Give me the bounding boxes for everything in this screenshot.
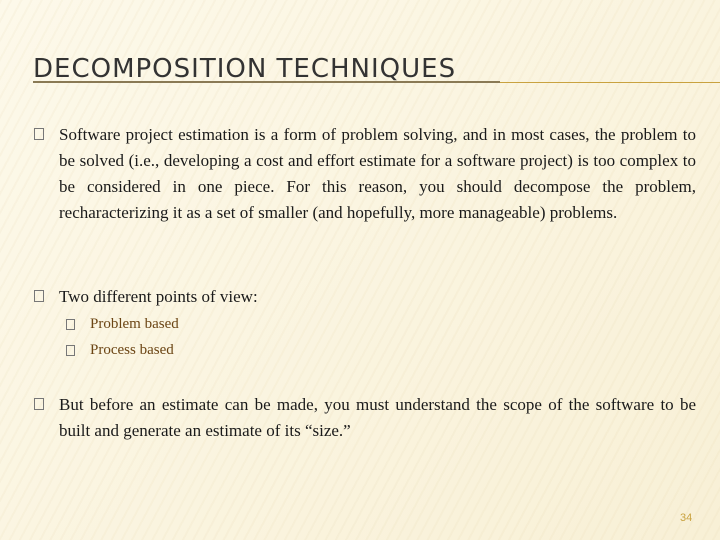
slide-title: DECOMPOSITION TECHNIQUES [33, 54, 457, 84]
bullet-item [34, 392, 696, 444]
sub-bullet-text: Problem based [90, 316, 179, 332]
sub-bullet-text: Process based [90, 342, 174, 358]
square-bullet-icon [66, 319, 75, 330]
bullet-item [34, 122, 696, 226]
sub-bullet-item [66, 340, 366, 360]
sub-bullet-item [66, 314, 366, 334]
square-bullet-icon [34, 290, 44, 302]
bullet-text: But before an estimate can be made, you must understand the scope of the software to be built and generate an estimate of its “size.” [59, 395, 696, 440]
square-bullet-icon [34, 128, 44, 140]
square-bullet-icon [66, 345, 75, 356]
title-underline-accent [33, 81, 500, 83]
square-bullet-icon [34, 398, 44, 410]
bullet-item [34, 284, 696, 310]
title-area [33, 52, 720, 86]
bullet-text: Software project estimation is a form of problem solving, and in most cases, the problem to be solved (i.e., developing a cost and effort estimate for a software project) is too complex to be considered in one piece. For this reason, you should decompose the problem, recharacterizing it as a set of smaller (and hopefully, more manageable) problems. [59, 125, 696, 222]
page-number: 34 [680, 512, 693, 524]
bullet-text: Two different points of view: [59, 287, 258, 306]
